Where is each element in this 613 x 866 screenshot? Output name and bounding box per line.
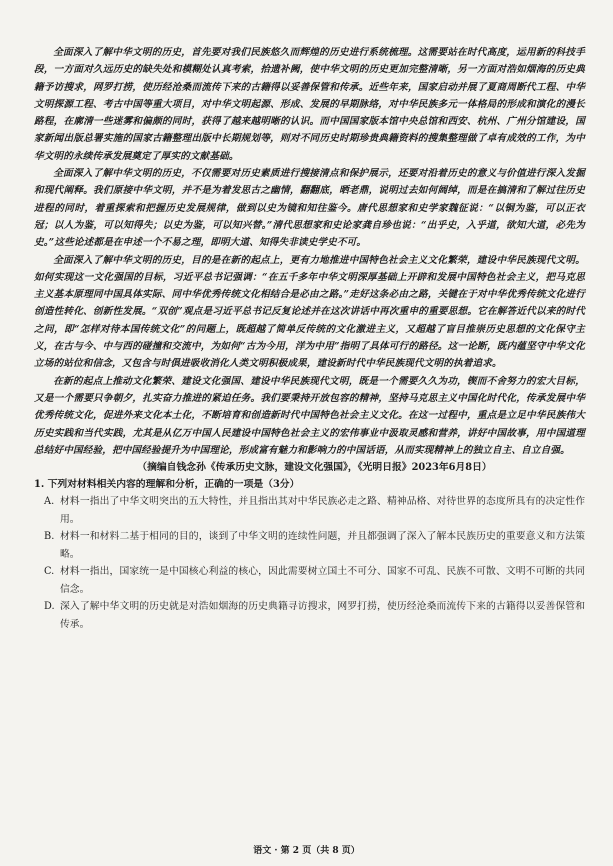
option-b bbox=[34, 528, 585, 563]
page-footer: 语文 · 第 2 页（共 8 页） bbox=[253, 846, 360, 856]
question-stem: 1. 下列对材料相关内容的理解和分析，正确的一项是（3分） bbox=[34, 479, 300, 491]
passage-paragraph-4: 在新的起点上推动文化繁荣、建设文化强国、建设中华民族现代文明，既是一个需要久久为功，锲而不舍努力的宏大目标，又是一个需要只争朝夕，扎实奋力推进的紧迫任务。我们要秉持开放包容的精神，坚持马克思主义中国化时代化，传承发展中华优秀传统文化，促进外来文化本土化，不断培育和创造新时代中国特色社会主义文化。在这一过程中，重点是立足中华民族伟大历史实践和当代实践，尤其是从亿万中国人民建设中国特色社会主义的宏伟事业中汲取灵感和营养，讲好中国故事，用中国道理总结好中国经验，把中国经验提升为中国理论，形成富有魅力和影响力的中国话语，从而实现精神上的独立自主、自立自强。 bbox=[34, 375, 585, 456]
option-label: A. bbox=[44, 496, 55, 508]
passage-paragraph-3: 全面深入了解中华文明的历史，目的是在新的起点上，更有力地推进中国特色社会主义文化繁荣，建设中华民族现代文明。如何实现这一文化强国的目标，习近平总书记强调：“在五千多年中华文明深厚基础上开辟和发展中国特色社会主义，把马克思主义基本原理同中国具体实际、同中华优秀传统文化相结合是必由之路。”走好这条必由之路，关键在于对中华优秀传统文化进行创造性转化、创新性发展。“双创”观点是习近平总书记反复论述并在这次讲话中再次重申的重要思想。它在解答近代以来的时代之问，即“怎样对待本国传统文化”的问题上，既超越了简单反传统的文化激进主义，又超越了盲目推崇历史思想的文化保守主义，在古与今、中与西的碰撞和交流中，为如何“古为今用，洋为中用”指明了具体可行的路径。这一论断，既内蕴坚守中华文化立场的站位和信念，又包含与时俱进吸收消化人类文明积极成果，建设新时代中华民族现代文明的执着追求。 bbox=[34, 254, 585, 370]
passage-paragraph-1: 全面深入了解中华文明的历史，首先要对我们民族悠久而辉煌的历史进行系统梳理。这需要站在时代高度，运用新的科技手段，一方面对久远历史的缺失处和模糊处认真考索，拾遗补阙，使中华文明的历史更加完整清晰，另一方面对浩如烟海的历史典籍予访搜求，网罗打捞，使历经沧桑而流传下来的古籍得以妥善保管和传承。近些年来，国家启动并展了夏商周断代工程、中华文明探源工程、考古中国等重大项目，对中华文明起源、形成、发展的早期脉络，对中华民族多元一体格局的形成和演化的漫长路程，在廓清一些迷雾和偏颇的同时，获得了越来越明晰的认识。而中国国家版本馆中央总馆和西安、杭州、广州分馆建设，国家新闻出版总署实施的国家古籍整理出版中长期规划等，则对不同历史时期珍贵典籍资料的搜集整理做了卓有成效的工作，为中华文明的永续传承发展奠定了厚实的文献基础。 bbox=[34, 47, 585, 162]
option-list bbox=[34, 493, 585, 633]
passage-source: （摘编自钱念孙《传承历史文脉，建设文化强国》，《光明日报》2023年6月8日） bbox=[137, 462, 492, 474]
option-label: B. bbox=[44, 531, 55, 543]
option-label: C. bbox=[44, 566, 55, 578]
option-c bbox=[34, 563, 585, 598]
option-text: 材料一指出了中华文明突出的五大特性，并且指出其对中华民族必走之路、精神品格、对待世界的态度所具有的决定性作用。 bbox=[60, 496, 585, 525]
passage-paragraph-2: 全面深入了解中华文明的历史，不仅需要对历史素质进行搜接清点和保护展示，还要对沿着历史的意义与价值进行深入发掘和现代阐释。我们原接中华文明，并不是为着发思古之幽情，翻翻底，晒老鼎，说明过去如何阔绰，而是在搞清和了解过往历史进程的同时，着重探索和把握历史发展规律，做到以史为镜和知往鉴今。唐代思想家和史学家魏征说：“以铜为鉴，可以正衣冠；以人为鉴，可以知得失；以史为鉴，可以知兴替。”清代思想家和史论家龚自珍也说：“出乎史，入乎道，欲知大道，必先为史。”这些论述都是在申述一个不易之理，即明大道、知得失非读史学史不可。 bbox=[34, 168, 585, 249]
option-text: 材料一和材料二基于相同的目的，谈到了中华文明的连续性问题，并且都强调了深入了解本民族历史的重要意义和方法策略。 bbox=[60, 531, 585, 560]
option-text: 深入了解中华文明的历史就是对浩如烟海的历史典籍寻访搜求，网罗打捞，使历经沧桑而流传下来的古籍得以妥善保管和传承。 bbox=[60, 601, 585, 630]
option-text: 材料一指出，国家统一是中国核心利益的核心，因此需要树立国土不可分、国家不可乱、民族不可散、文明不可断的共同信念。 bbox=[60, 566, 585, 595]
question-block bbox=[34, 476, 585, 633]
option-label: D. bbox=[44, 601, 55, 613]
option-a bbox=[34, 493, 585, 528]
reading-passage bbox=[34, 44, 585, 459]
option-d bbox=[34, 598, 585, 633]
